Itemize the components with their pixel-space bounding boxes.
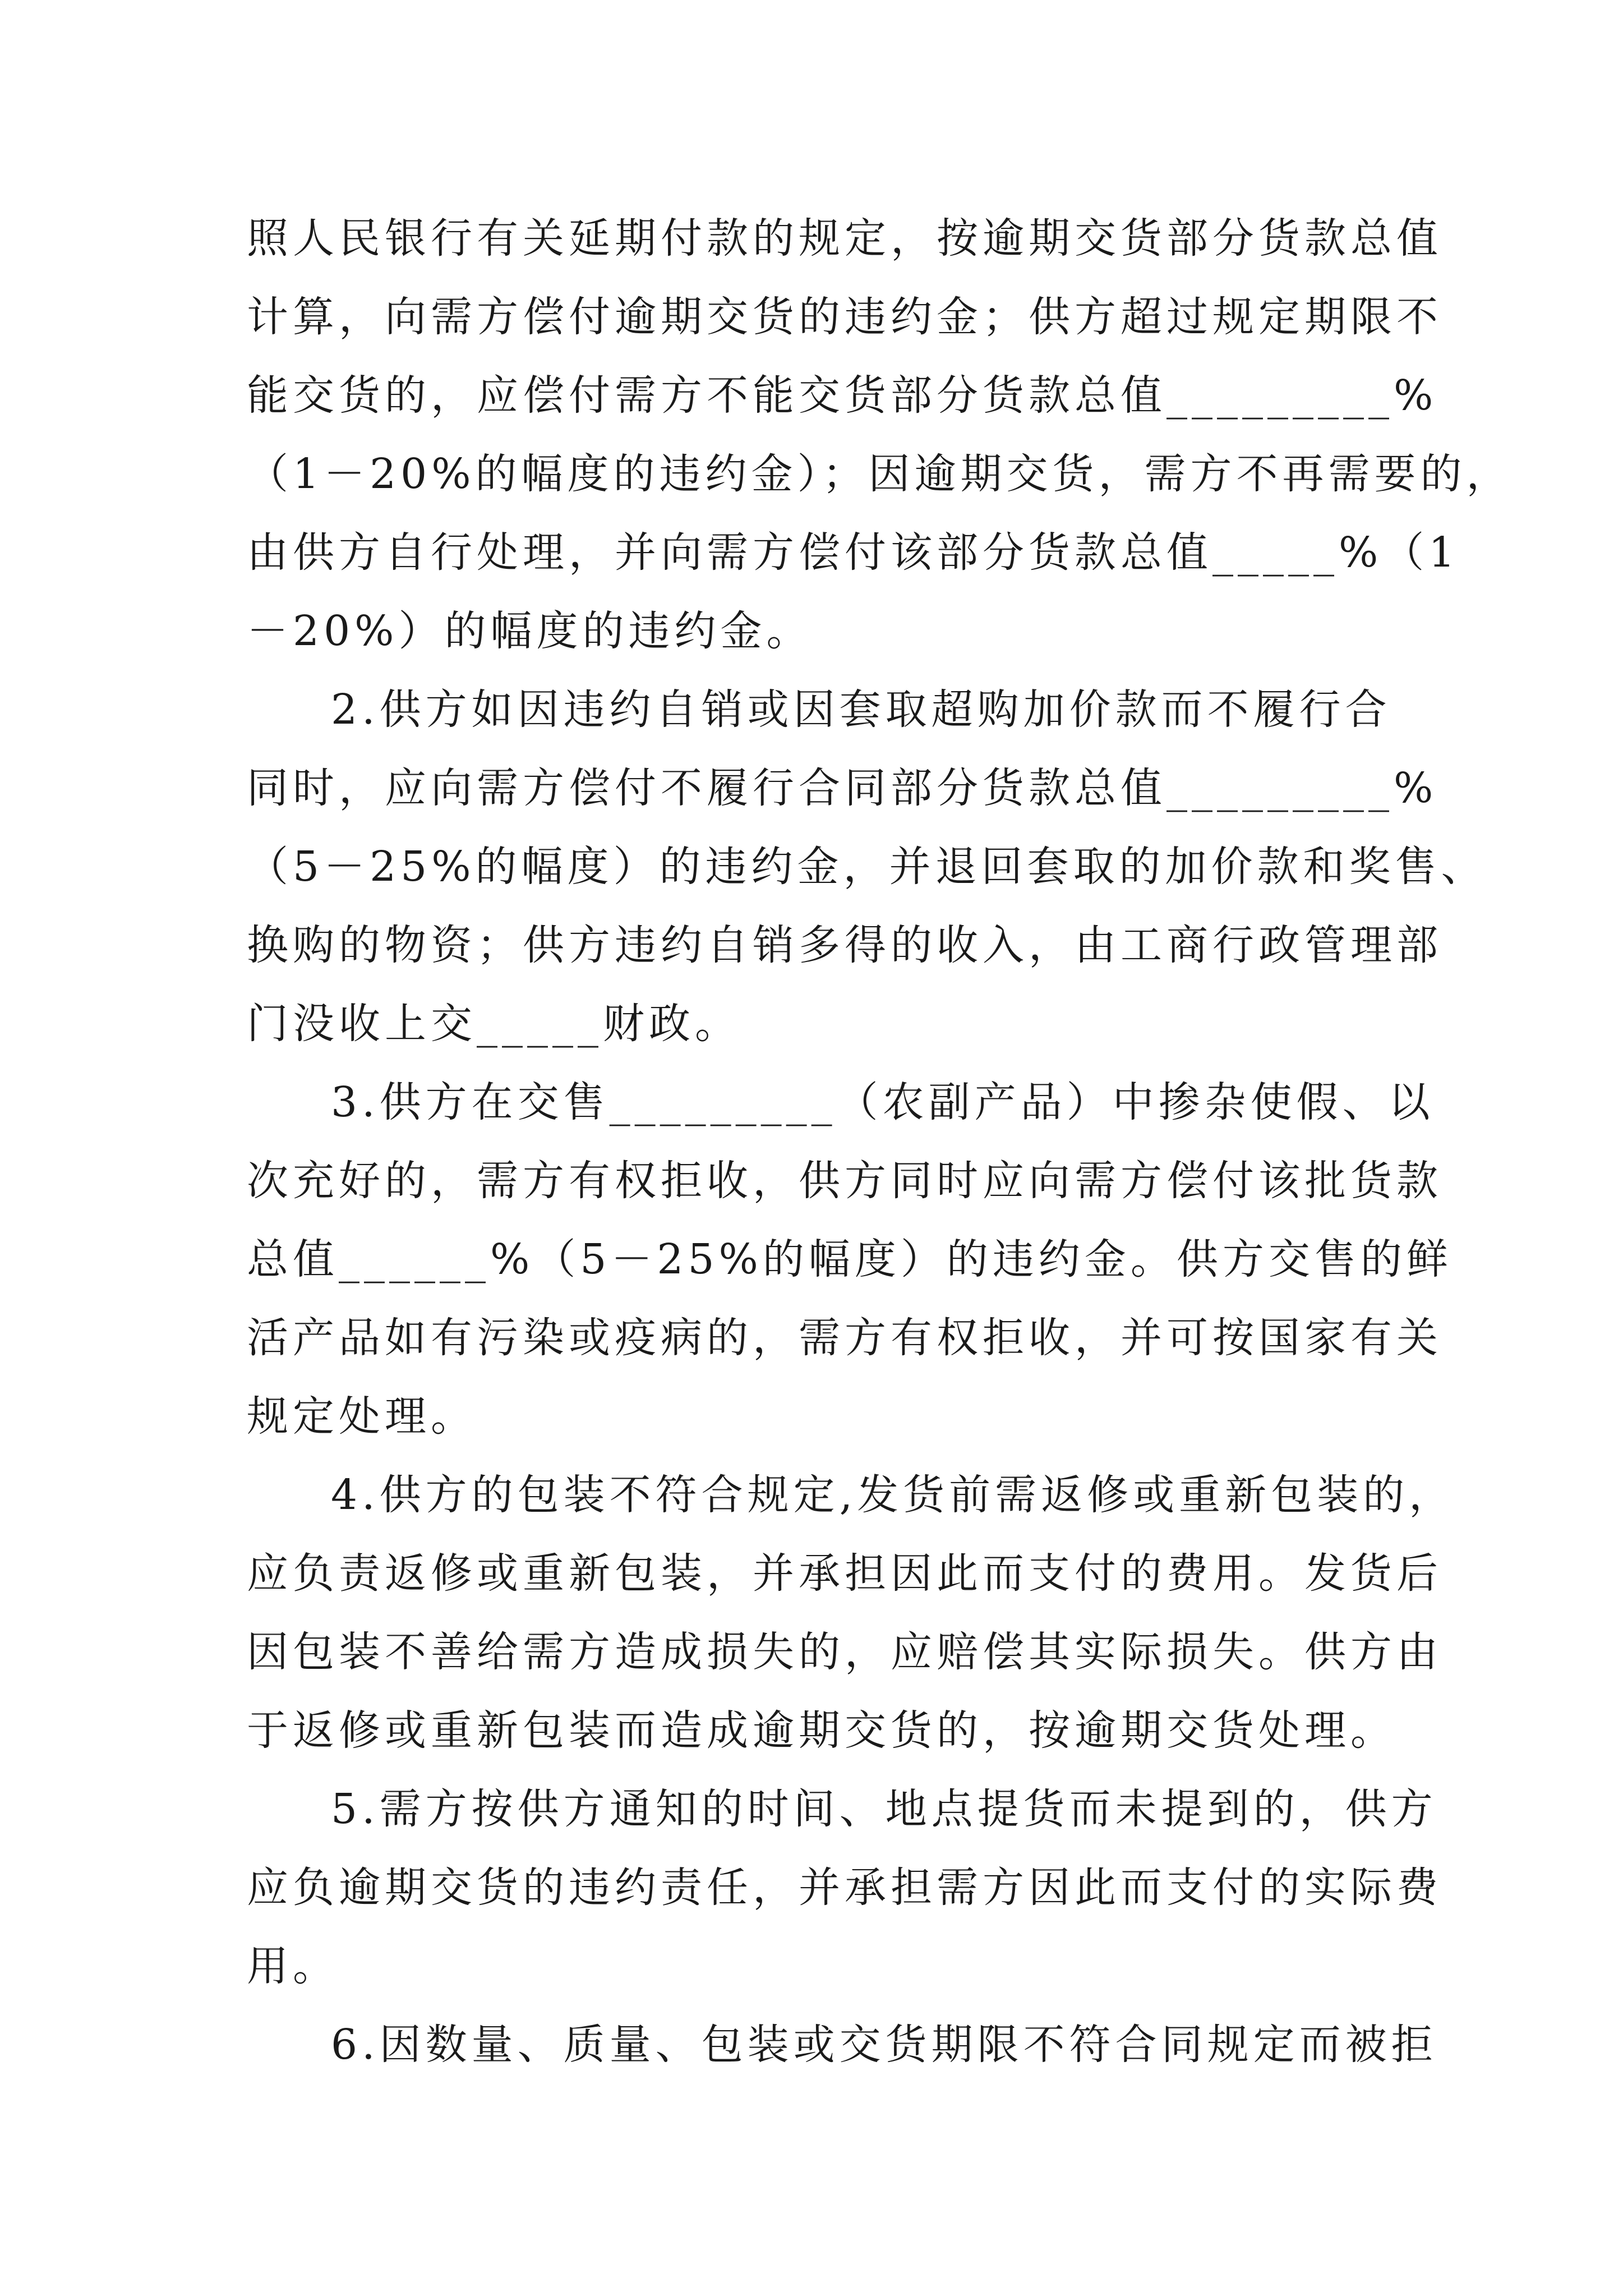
paragraph-start-5: 5.需方按供方通知的时间、地点提货而未提到的，供方 [331,1785,1437,1833]
text-line: （1－20%的幅度的违约金）；因逾期交货，需方不再需要的， [247,450,1513,498]
text-line: 应负逾期交货的违约责任，并承担需方因此而支付的实际费 [247,1864,1442,1912]
text-line: 因包装不善给需方造成损失的，应赔偿其实际损失。供方由 [247,1628,1442,1676]
text-line: 活产品如有污染或疫病的，需方有权拒收，并可按国家有关 [247,1314,1442,1362]
text-line: 用。 [247,1942,339,1990]
paragraph-start-3: 3.供方在交售_________（农副产品）中掺杂使假、以 [331,1078,1435,1126]
paragraph-start-2: 2.供方如因违约自销或因套取超购加价款而不履行合 [331,685,1391,734]
text-line: 规定处理。 [247,1392,477,1441]
text-line: －20%）的幅度的违约金。 [247,607,813,655]
text-line: 能交货的，应偿付需方不能交货部分货款总值_________% [247,371,1438,420]
text-line: （5－25%的幅度）的违约金，并退回套取的加价款和奖售、 [247,843,1487,891]
text-line: 换购的物资；供方违约自销多得的收入，由工商行政管理部 [247,921,1442,969]
text-line: 计算，向需方偿付逾期交货的违约金；供方超过规定期限不 [247,293,1442,341]
text-line: 门没收上交_____财政。 [247,1000,741,1048]
text-line: 照人民银行有关延期付款的规定，按逾期交货部分货款总值 [247,214,1442,263]
text-line: 总值______%（5－25%的幅度）的违约金。供方交售的鲜 [247,1235,1453,1283]
text-line: 于返修或重新包装而造成逾期交货的，按逾期交货处理。 [247,1706,1396,1755]
text-line: 同时，应向需方偿付不履行合同部分货款总值_________% [247,764,1438,812]
text-line: 由供方自行处理，并向需方偿付该部分货款总值_____%（1 [247,528,1460,577]
paragraph-start-4: 4.供方的包装不符合规定,发货前需返修或重新包装的， [331,1471,1455,1519]
text-line: 应负责返修或重新包装，并承担因此而支付的费用。发货后 [247,1549,1442,1598]
paragraph-start-6: 6.因数量、质量、包装或交货期限不符合同规定而被拒 [331,2021,1437,2069]
text-line: 次充好的，需方有权拒收，供方同时应向需方偿付该批货款 [247,1157,1442,1205]
